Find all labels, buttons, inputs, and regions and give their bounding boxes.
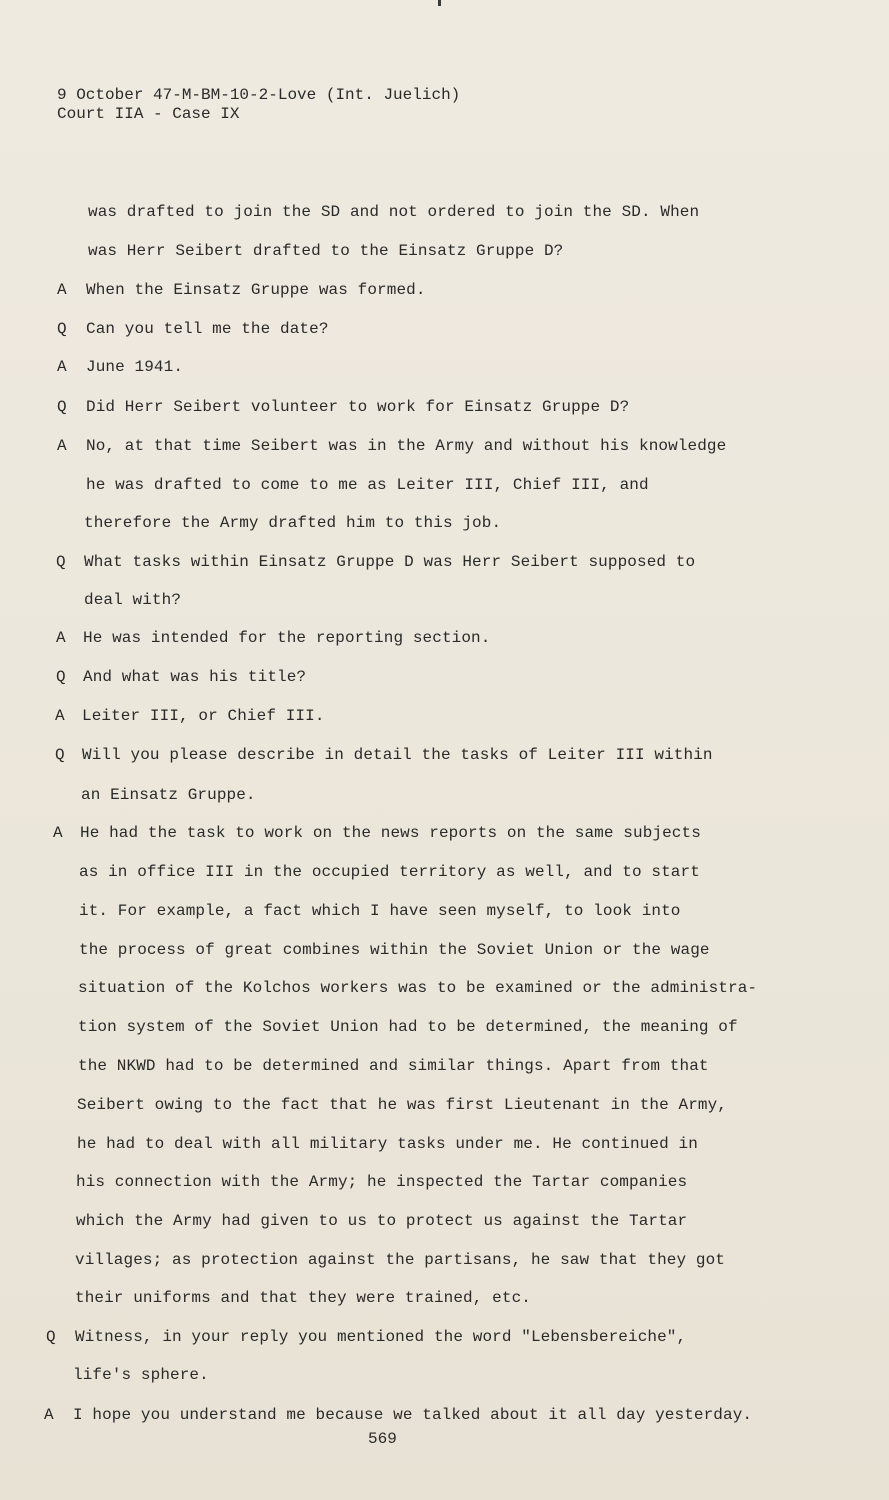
transcript-line: He had the task to work on the news reports on the same subjects <box>80 824 701 842</box>
transcript-line: June 1941. <box>86 358 184 376</box>
transcript-line: Leiter III, or Chief III. <box>82 707 325 725</box>
header-court-line: Court IIA - Case IX <box>57 105 240 123</box>
transcript-line: situation of the Kolchos workers was to be examined or the administra- <box>78 979 758 997</box>
transcript-line: Will you please describe in detail the tasks of Leiter III within <box>82 746 713 764</box>
transcript-line: which the Army had given to us to protect us against the Tartar <box>76 1212 688 1230</box>
transcript-line: Can you tell me the date? <box>86 320 329 338</box>
speaker-label: Q <box>56 668 66 686</box>
transcript-line: villages; as protection against the partisans, he saw that they got <box>75 1251 726 1269</box>
speaker-label: A <box>57 437 67 455</box>
transcript-line: the NKWD had to be determined and similar things. Apart from that <box>78 1057 709 1075</box>
transcript-line: was drafted to join the SD and not ordered to join the SD. When <box>88 203 700 221</box>
transcript-line: I hope you understand me because we talked about it all day yesterday. <box>73 1406 753 1424</box>
speaker-label: Q <box>57 398 67 416</box>
speaker-label: A <box>57 281 67 299</box>
transcript-line: deal with? <box>84 591 182 609</box>
speaker-label: A <box>57 358 67 376</box>
page-number: 569 <box>368 1430 397 1448</box>
binding-mark <box>438 0 441 6</box>
transcript-line: He was intended for the reporting section. <box>83 629 491 647</box>
speaker-label: A <box>53 824 63 842</box>
speaker-label: Q <box>57 320 67 338</box>
transcript-line: tion system of the Soviet Union had to be determined, the meaning of <box>78 1018 738 1036</box>
document-header <box>57 86 460 124</box>
transcript-line: What tasks within Einsatz Gruppe D was Herr Seibert supposed to <box>84 553 696 571</box>
transcript-line: was Herr Seibert drafted to the Einsatz Gruppe D? <box>88 242 564 260</box>
transcript-line: his connection with the Army; he inspected the Tartar companies <box>76 1173 688 1191</box>
transcript-line: an Einsatz Gruppe. <box>81 786 256 804</box>
speaker-label: A <box>44 1406 54 1424</box>
speaker-label: A <box>55 707 65 725</box>
speaker-label: Q <box>56 553 66 571</box>
transcript-line: it. For example, a fact which I have seen myself, to look into <box>79 902 681 920</box>
transcript-line: And what was his title? <box>83 668 307 686</box>
transcript-line: life's sphere. <box>73 1366 209 1384</box>
transcript-line: Did Herr Seibert volunteer to work for Einsatz Gruppe D? <box>86 398 630 416</box>
transcript-line: their uniforms and that they were trained, etc. <box>75 1289 531 1307</box>
transcript-line: therefore the Army drafted him to this job. <box>84 514 502 532</box>
header-date-line: 9 October 47-M-BM-10-2-Love (Int. Juelich) <box>57 86 461 104</box>
transcript-line: as in office III in the occupied territory as well, and to start <box>79 863 700 881</box>
speaker-label: A <box>56 629 66 647</box>
transcript-line: the process of great combines within the Soviet Union or the wage <box>79 941 710 959</box>
transcript-line: Witness, in your reply you mentioned the word "Lebensbereiche", <box>75 1328 687 1346</box>
transcript-line: he was drafted to come to me as Leiter III, Chief III, and <box>86 476 649 494</box>
transcript-line: he had to deal with all military tasks under me. He continued in <box>77 1135 698 1153</box>
transcript-line: When the Einsatz Gruppe was formed. <box>86 281 426 299</box>
speaker-label: Q <box>46 1328 56 1346</box>
transcript-line: Seibert owing to the fact that he was first Lieutenant in the Army, <box>77 1096 728 1114</box>
speaker-label: Q <box>55 746 65 764</box>
transcript-line: No, at that time Seibert was in the Army and without his knowledge <box>86 437 727 455</box>
